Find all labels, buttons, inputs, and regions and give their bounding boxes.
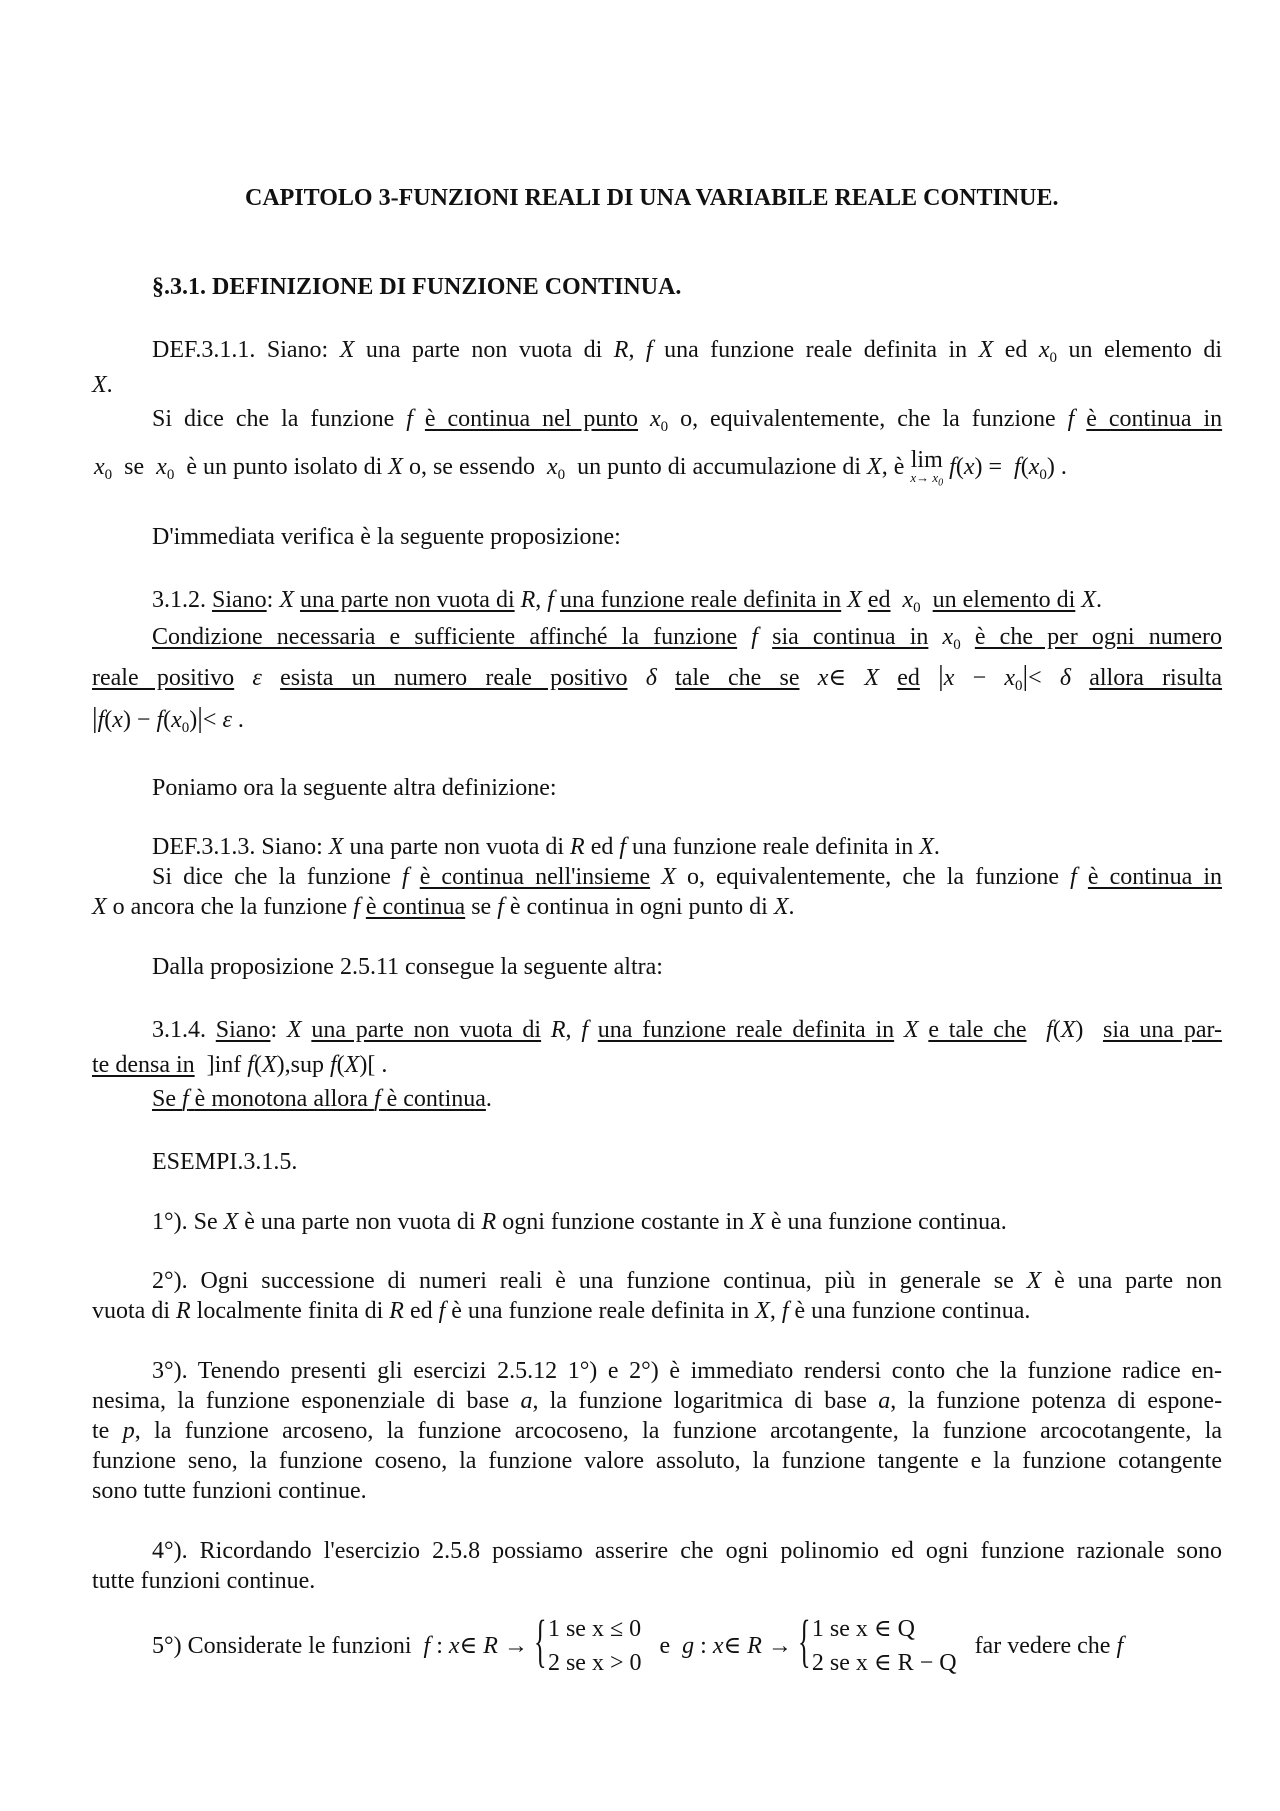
- piecewise-f: { 1 se x ≤ 0 2 se x > 0: [533, 1608, 642, 1676]
- example-2-line-1: 2°). Ogni successione di numeri reali è una funzione continua, più in generale se X è una parte non: [152, 1268, 1223, 1294]
- intro-proposition: D'immediata verifica è la seguente proposizione:: [152, 524, 621, 550]
- example-2-line-2: vuota di R localmente finita di R ed f è una funzione reale definita in X, f è una funzione continua.: [92, 1298, 1031, 1324]
- intro-definition: Poniamo ora la seguente altra definizione:: [152, 775, 557, 801]
- prop-3-1-4-line-3: Se f è monotona allora f è continua.: [152, 1086, 492, 1112]
- chapter-title: CAPITOLO 3-FUNZIONI REALI DI UNA VARIABILE REALE CONTINUE.: [245, 185, 1059, 211]
- def-3-1-1-line-4: $x_0$ se $x_0$ è un punto isolato di X o, se essendo $x_0$ un punto di accumulazione di X, è lim $x\to x_0$ $f(x) = f(x_0)$ .: [94, 450, 1067, 494]
- example-5: 5°) Considerate le funzioni f : x∈ R → { 1 se x ≤ 0 2 se x > 0 e g : x∈ R → { 1 se x ∈ Q 2 se x ∈ R − Q far vedere che f: [152, 1612, 1123, 1692]
- def-3-1-1-line-2: X.: [92, 372, 113, 398]
- prop-3-1-4-line-2: te densa in ]inf f(X),sup f(X)[ .: [92, 1052, 388, 1078]
- esempi-heading: ESEMPI.3.1.5.: [152, 1149, 298, 1175]
- def-3-1-3-line-2: Si dice che la funzione f è continua nell'insieme X o, equivalentemente, che la funzione f è continua in: [152, 864, 1223, 890]
- example-3-line-1: 3°). Tenendo presenti gli esercizi 2.5.12 1°) e 2°) è immediato rendersi conto che la funzione radice en-: [152, 1358, 1222, 1384]
- prop-3-1-2-line-2: Condizione necessaria e sufficiente affinché la funzione f sia continua in $x_0$ è che per ogni numero: [152, 624, 1223, 653]
- example-1: 1°). Se X è una parte non vuota di R ogni funzione costante in X è una funzione continua.: [152, 1209, 1007, 1235]
- def-3-1-3-line-3: X o ancora che la funzione f è continua se f è continua in ogni punto di X.: [92, 894, 795, 920]
- prop-3-1-2-line-4: $|f(x) - f(x_0)|< \varepsilon$ .: [92, 703, 244, 736]
- limit-notation: lim $x\to x_0$: [910, 447, 944, 489]
- prop-3-1-4-line-1: 3.1.4. Siano: X una parte non vuota di R, f una funzione reale definita in X e tale che f(X) sia una par-: [152, 1017, 1223, 1043]
- example-4-line-2: tutte funzioni continue.: [92, 1568, 316, 1594]
- example-4-line-1: 4°). Ricordando l'esercizio 2.5.8 possiamo asserire che ogni polinomio ed ogni funzione razionale sono: [152, 1538, 1222, 1564]
- def-3-1-3-line-1: DEF.3.1.3. Siano: X una parte non vuota di R ed f una funzione reale definita in X.: [152, 834, 940, 860]
- section-heading: §.3.1. DEFINIZIONE DI FUNZIONE CONTINUA.: [152, 274, 682, 300]
- prop-3-1-2-line-1: 3.1.2. Siano: X una parte non vuota di R, f una funzione reale definita in X ed $x_0$ un elemento di X.: [152, 587, 1102, 616]
- example-3-line-5: sono tutte funzioni continue.: [92, 1478, 367, 1504]
- def-3-1-1-line-1: DEF.3.1.1. Siano: X una parte non vuota di R, f una funzione reale definita in X ed $x_0$ un elemento di: [152, 337, 1223, 366]
- def-3-1-1-line-3: Si dice che la funzione f è continua nel punto $x_0$ o, equivalentemente, che la funzione f è continua in: [152, 406, 1223, 435]
- example-3-line-3: te p, la funzione arcoseno, la funzione arcocoseno, la funzione arcotangente, la funzione arcocotangente, la: [92, 1418, 1223, 1444]
- example-3-line-4: funzione seno, la funzione coseno, la funzione valore assoluto, la funzione tangente e la funzione cotangente: [92, 1448, 1222, 1474]
- piecewise-g: { 1 se x ∈ Q 2 se x ∈ R − Q: [797, 1608, 957, 1676]
- prop-3-1-2-line-3: reale positivo ε esista un numero reale positivo δ tale che se x∈ X ed $|x - x_0|< \delta$ allora risulta: [92, 661, 1223, 694]
- example-3-line-2: nesima, la funzione esponenziale di base a, la funzione logaritmica di base a, la funzione potenza di espone-: [92, 1388, 1223, 1414]
- intro-proposition-2: Dalla proposizione 2.5.11 consegue la seguente altra:: [152, 954, 663, 980]
